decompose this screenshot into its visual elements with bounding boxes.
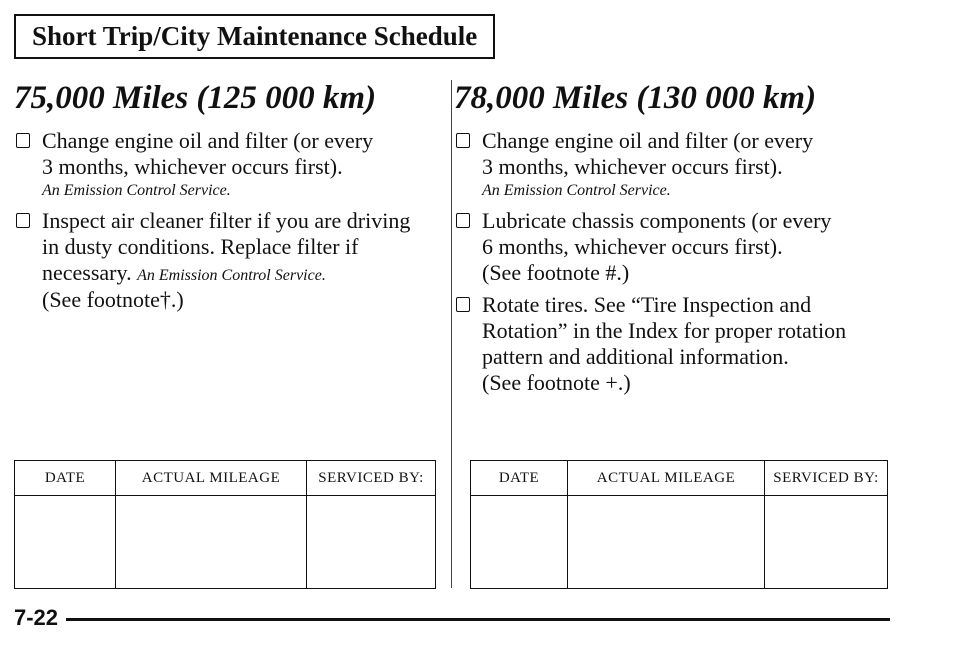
mileage-heading-75000: 75,000 Miles (125 000 km) — [14, 80, 377, 116]
footnote-reference: (See footnote +.) — [482, 370, 631, 395]
column-header: DATE — [471, 461, 568, 496]
column-divider — [451, 80, 452, 588]
mileage-cell[interactable] — [116, 496, 307, 589]
item-text-line: 3 months, whichever occurs first). — [482, 154, 783, 179]
service-record-table-left — [14, 460, 436, 589]
item-text-line: Change engine oil and filter (or every — [42, 128, 374, 153]
mileage-heading-78000: 78,000 Miles (130 000 km) — [454, 80, 817, 116]
checklist-item — [454, 208, 894, 286]
serviced-by-cell[interactable] — [765, 496, 888, 589]
item-text-line: Inspect air cleaner filter if you are driving — [42, 208, 411, 233]
column-header: SERVICED BY: — [307, 461, 436, 496]
item-text-line: in dusty conditions. Replace filter if — [42, 234, 359, 259]
footnote-reference: (See footnote #.) — [482, 260, 630, 285]
checkbox-icon[interactable] — [456, 213, 470, 228]
item-text-line: Rotate tires. See “Tire Inspection and — [482, 292, 812, 317]
section-title: Short Trip/City Maintenance Schedule — [14, 14, 495, 59]
right-column — [454, 80, 894, 402]
emission-note: An Emission Control Service. — [482, 182, 671, 199]
column-header: ACTUAL MILEAGE — [116, 461, 307, 496]
serviced-by-cell[interactable] — [307, 496, 436, 589]
item-text-line: Change engine oil and filter (or every — [482, 128, 814, 153]
item-text-line: Rotation” in the Index for proper rotation — [482, 318, 847, 343]
column-header: DATE — [15, 461, 116, 496]
column-header: SERVICED BY: — [765, 461, 888, 496]
checklist-item — [14, 128, 444, 202]
footer-rule — [66, 618, 890, 621]
checkbox-icon[interactable] — [456, 133, 470, 148]
checklist-item — [454, 128, 894, 202]
checklist-item — [454, 292, 894, 396]
date-cell[interactable] — [15, 496, 116, 589]
checkbox-icon[interactable] — [456, 297, 470, 312]
item-text-line: pattern and additional information. — [482, 344, 789, 369]
item-text-line: Lubricate chassis components (or every — [482, 208, 832, 233]
checkbox-icon[interactable] — [16, 213, 30, 228]
footnote-reference: (See footnote†.) — [42, 287, 184, 312]
item-text-line — [42, 260, 444, 287]
page-number: 7-22 — [14, 605, 59, 630]
service-record-table-right — [470, 460, 888, 589]
item-text-line: 6 months, whichever occurs first). — [482, 234, 783, 259]
emission-note: An Emission Control Service. — [42, 182, 231, 199]
left-column — [14, 80, 444, 319]
column-header: ACTUAL MILEAGE — [568, 461, 765, 496]
date-cell[interactable] — [471, 496, 568, 589]
emission-note: An Emission Control Service. — [137, 267, 326, 284]
item-text: necessary. — [42, 260, 132, 285]
checklist-item — [14, 208, 444, 313]
mileage-cell[interactable] — [568, 496, 765, 589]
item-text-line: 3 months, whichever occurs first). — [42, 154, 343, 179]
checkbox-icon[interactable] — [16, 133, 30, 148]
